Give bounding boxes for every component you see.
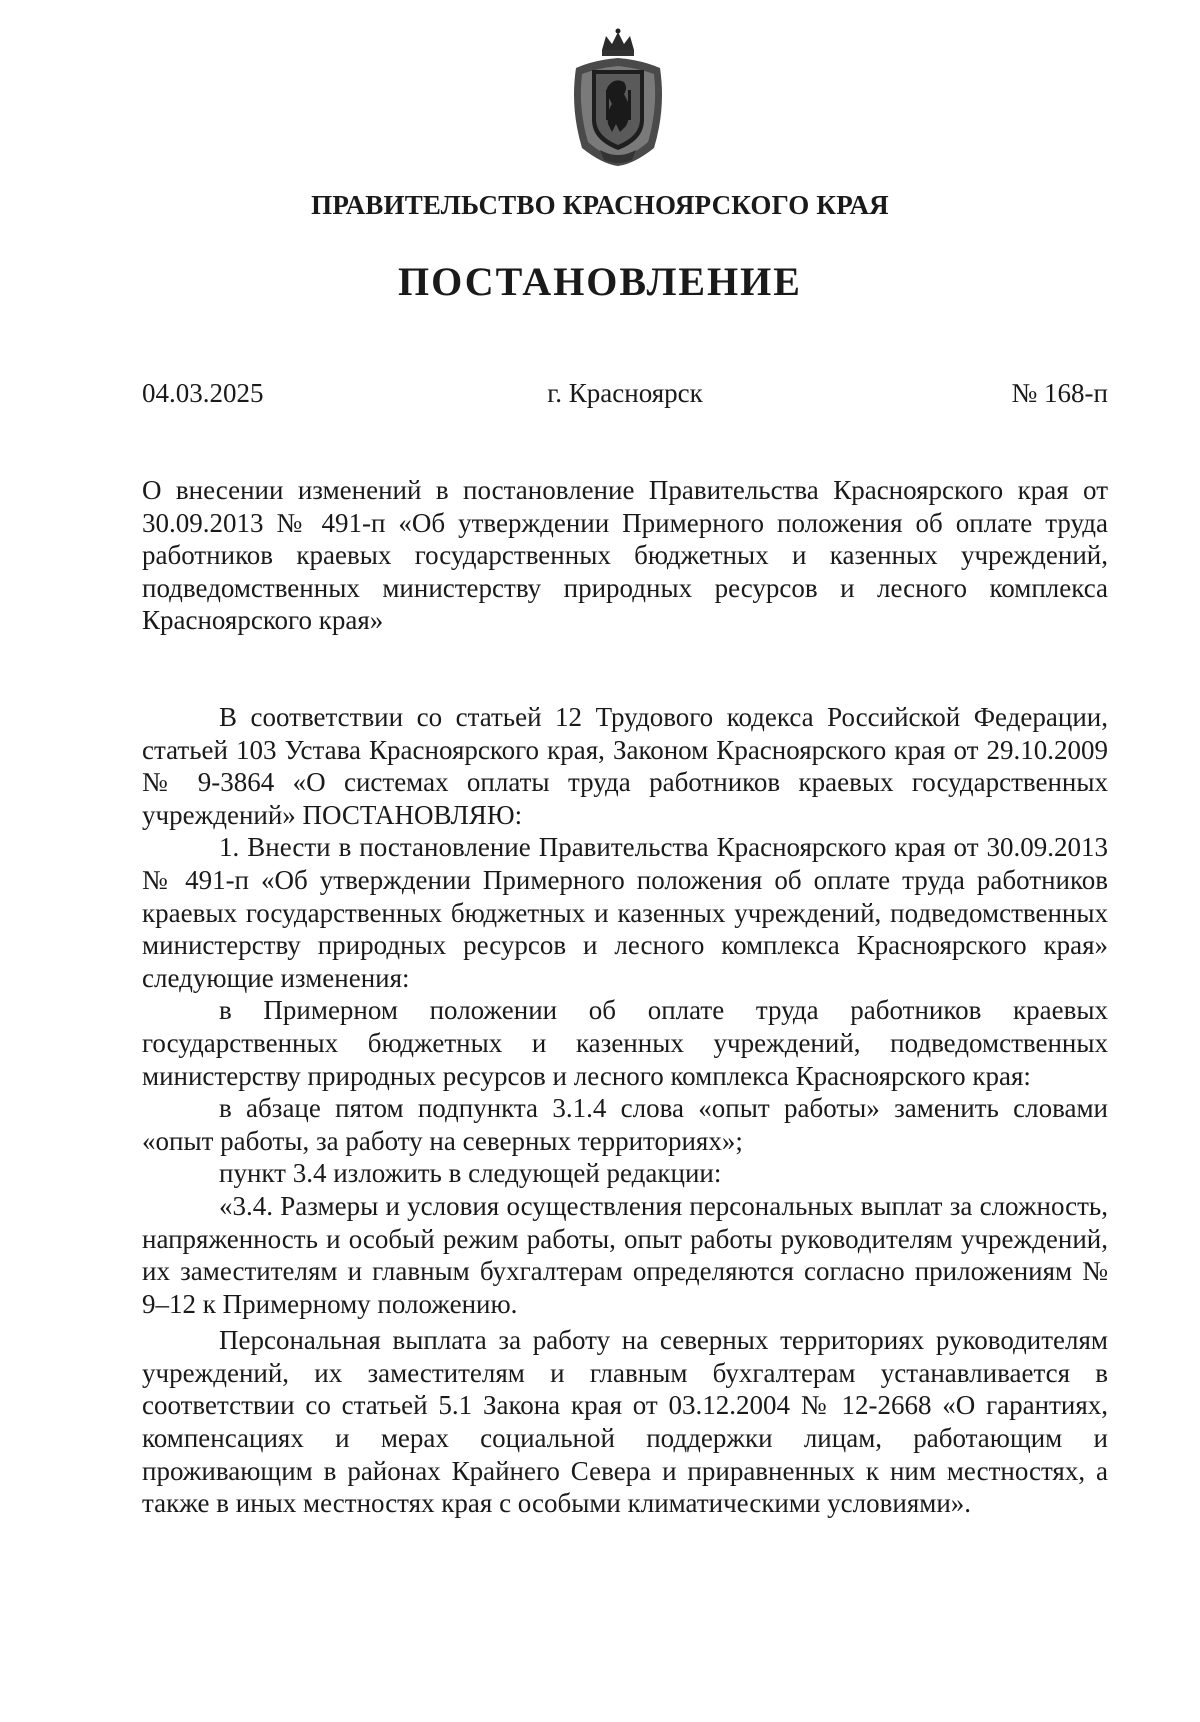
document-heading: О внесении изменений в постановление Правительства Красноярского края от 30.09.2013 № 491-п «Об утверждении Примерного положения об оплате труда работников краевых государственных бюджетных и казенных учреждений, подведомственных министерству природных ресурсов и лесного комплекса Красноярского края» bbox=[142, 475, 1108, 635]
krasnoyarsk-krai-coat-of-arms-icon bbox=[562, 28, 674, 168]
body-paragraph: пункт 3.4 изложить в следующей редакции: bbox=[219, 1158, 722, 1189]
document-meta-row bbox=[142, 378, 1108, 414]
document-date: 04.03.2025 bbox=[142, 378, 264, 408]
body-paragraph: в абзаце пятом подпункта 3.1.4 слова «опыт работы» заменить словами «опыт работы, за работу на северных территориях»; bbox=[142, 1093, 1108, 1156]
body-paragraph: В соответствии со статьей 12 Трудового кодекса Российской Федерации, статьей 103 Устава Красноярского края, Законом Красноярского края от 29.10.2009 № 9-3864 «О системах оплаты труда работников краевых государственных учреждений» ПОСТАНОВЛЯЮ: bbox=[142, 702, 1108, 830]
document-type-title: ПОСТАНОВЛЕНИЕ bbox=[398, 259, 802, 304]
document-city: г. Красноярск bbox=[547, 378, 703, 408]
body-paragraph: Персональная выплата за работу на северных территориях руководителям учреждений, их заместителям и главным бухгалтерам устанавливается в соответствии со статьей 5.1 Закона края от 03.12.2004 № 12-2668 «О гарантиях, компенсациях и мерах социальной поддержки лицам, работающим и проживающим в районах Крайнего Севера и приравненных к ним местностях, а также в иных местностях края с особыми климатическими условиями». bbox=[142, 1325, 1108, 1519]
body-paragraph: «3.4. Размеры и условия осуществления персональных выплат за сложность, напряженность и особый режим работы, опыт работы руководителям учреждений, их заместителям и главным бухгалтерам определяются согласно приложениям № 9–12 к Примерному положению. bbox=[142, 1190, 1108, 1319]
body-paragraph: 1. Внести в постановление Правительства Красноярского края от 30.09.2013 № 491-п «Об утверждении Примерного положения об оплате труда работников краевых государственных бюджетных и казенных учреждений, подведомственных министерству природных ресурсов и лесного комплекса Красноярского края» следующие изменения: bbox=[142, 832, 1108, 993]
government-title: ПРАВИТЕЛЬСТВО КРАСНОЯРСКОГО КРАЯ bbox=[311, 190, 889, 220]
document-body bbox=[142, 701, 1108, 1520]
body-paragraph: в Примерном положении об оплате труда работников краевых государственных бюджетных и казенных учреждений, подведомственных министерству природных ресурсов и лесного комплекса Красноярского края: bbox=[142, 995, 1108, 1091]
document-number: № 168-п bbox=[1011, 378, 1108, 408]
